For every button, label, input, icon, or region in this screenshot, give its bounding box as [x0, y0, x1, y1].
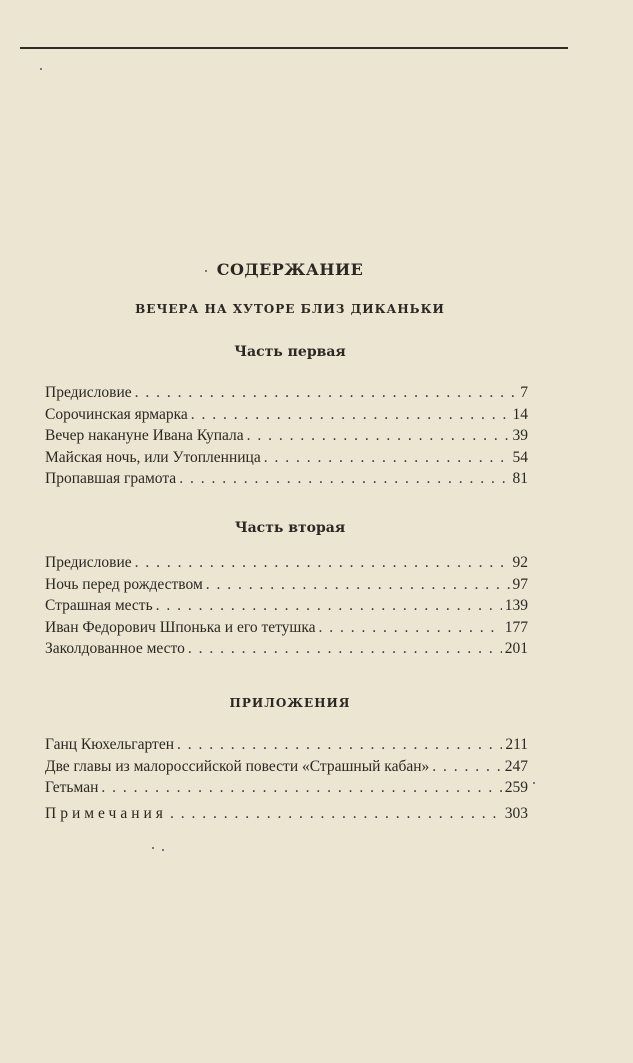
toc-entry-title: Вечер накануне Ивана Купала	[45, 427, 244, 444]
appendix-list	[45, 736, 528, 801]
toc-entry-title: Примечания	[45, 805, 167, 822]
speck	[533, 782, 535, 784]
toc-entry[interactable]	[45, 758, 528, 780]
dot-leader	[170, 805, 502, 823]
toc-entry-title: Предисловие	[45, 384, 132, 401]
notes-list	[45, 805, 528, 827]
toc-entry-page: 81	[512, 470, 528, 487]
dot-leader	[191, 406, 510, 424]
toc-entry-title: Предисловие	[45, 554, 132, 571]
toc-entry[interactable]	[45, 384, 528, 406]
top-rule	[20, 47, 568, 49]
dot-leader	[264, 449, 510, 467]
dot-leader	[179, 470, 509, 488]
toc-entry-page: 177	[504, 618, 528, 636]
toc-entry-page: 259	[504, 779, 528, 796]
dot-leader	[156, 597, 502, 615]
toc-entry-title: Ночь перед рождеством	[45, 575, 203, 593]
toc-entry-page: 97	[512, 575, 528, 593]
toc-entry-title: Гетьман	[45, 779, 99, 796]
toc-entry-title: Ганц Кюхельгартен	[45, 736, 175, 753]
dot-leader	[432, 758, 501, 776]
toc-entry-title: Майская ночь, или Утопленница	[45, 448, 261, 466]
toc-entry-page: 139	[504, 597, 528, 614]
toc-entry-page: 211	[505, 736, 528, 753]
toc-entry[interactable]	[45, 427, 528, 449]
toc-entry-notes[interactable]	[45, 805, 528, 827]
toc-entry-page: 54	[512, 448, 528, 466]
toc-entry[interactable]	[45, 736, 528, 758]
speck	[162, 849, 164, 851]
toc-entry[interactable]	[45, 554, 528, 576]
toc-entry-page: 14	[512, 405, 528, 423]
dot-leader	[177, 736, 502, 754]
toc-entry-title: Сорочинская ярмарка	[45, 405, 188, 423]
toc-entry[interactable]	[45, 576, 528, 598]
toc-entry-page: 201	[504, 640, 528, 657]
toc-entry-page: 303	[504, 805, 528, 822]
toc-entry[interactable]	[45, 640, 528, 662]
toc-entry[interactable]	[45, 449, 528, 471]
book-title: ВЕЧЕРА НА ХУТОРЕ БЛИЗ ДИКАНЬКИ	[135, 302, 445, 316]
toc-entry-title: Пропавшая грамота	[45, 470, 177, 487]
toc-entry-page: 7	[520, 384, 528, 401]
part2-heading: Часть вторая	[234, 520, 346, 536]
dot-leader	[135, 384, 518, 402]
dot-leader	[319, 619, 502, 637]
dot-leader	[247, 427, 510, 445]
toc-entry-page: 39	[512, 427, 528, 444]
toc-entry-page: 92	[512, 554, 528, 571]
toc-entry-title: Иван Федорович Шпонька и его тетушка	[45, 618, 316, 636]
dot-leader	[188, 640, 502, 658]
toc-entry[interactable]	[45, 406, 528, 428]
speck	[40, 68, 42, 70]
toc-entry[interactable]	[45, 619, 528, 641]
toc-entry[interactable]	[45, 779, 528, 801]
toc-entry[interactable]	[45, 597, 528, 619]
appendix-heading: ПРИЛОЖЕНИЯ	[229, 696, 351, 710]
dot-leader	[206, 576, 510, 594]
page-title: СОДЕРЖАНИЕ	[216, 260, 364, 279]
toc-entry[interactable]	[45, 470, 528, 492]
dot-leader	[135, 554, 510, 572]
part2-list	[45, 554, 528, 662]
toc-entry-page: 247	[504, 757, 528, 775]
speck	[152, 847, 154, 849]
toc-entry-title: Две главы из малороссийской повести «Страшный кабан»	[45, 757, 430, 775]
toc-entry-title: Страшная месть	[45, 597, 153, 614]
part1-heading: Часть первая	[234, 344, 346, 360]
dot-leader	[101, 779, 501, 797]
part1-list	[45, 384, 528, 492]
toc-entry-title: Заколдованное место	[45, 640, 185, 657]
